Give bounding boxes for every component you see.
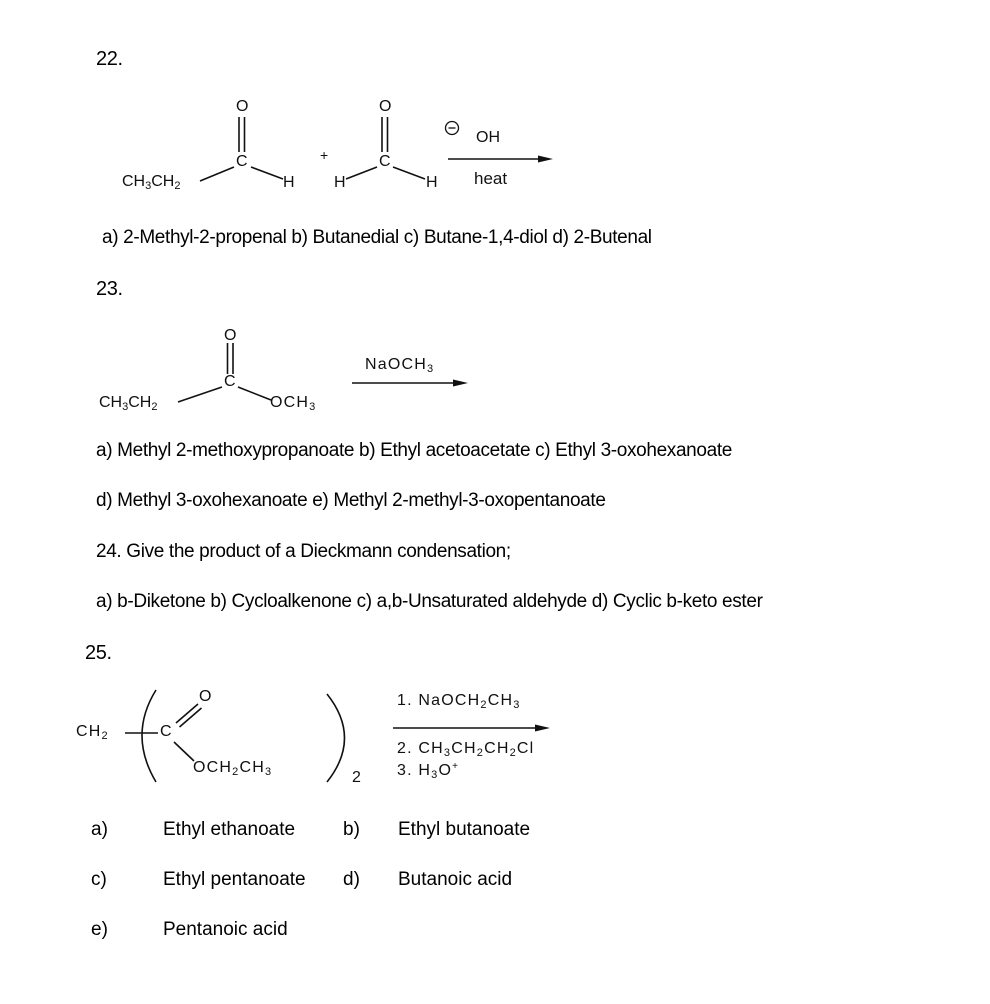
q22-plus-sign: + (320, 147, 329, 163)
question-22-options: a) 2-Methyl-2-propenal b) Butanedial c) Butane-1,4-diol d) 2-Butenal (102, 227, 652, 248)
q25-multiplier: 2 (352, 769, 361, 786)
q23-carbonyl-carbon: C (224, 373, 236, 390)
q22-r2-right-hydrogen: H (426, 174, 438, 191)
q25-option-b-label: b) (343, 819, 360, 840)
question-23-options-line-2: d) Methyl 3-oxohexanoate e) Methyl 2-methyl-3-oxopentanoate (96, 490, 606, 511)
q23-reaction-arrow (352, 380, 468, 387)
q22-r1-hydrogen: H (283, 174, 295, 191)
q25-carbonyl-oxygen: O (199, 688, 212, 705)
q25-option-e-text: Pentanoic acid (163, 919, 288, 940)
q25-option-a-text: Ethyl ethanoate (163, 819, 296, 840)
q25-step-2: 2. $CH_3CH_2CH_2Cl$ (397, 740, 535, 759)
q22-propanal-bonds (200, 117, 283, 181)
q25-carbonyl-carbon: C (160, 723, 172, 740)
q23-carbonyl-oxygen: O (224, 327, 237, 344)
q25-option-b-text: Ethyl butanoate (398, 819, 531, 840)
question-22-number: 22. (96, 48, 123, 70)
q25-reaction-arrow (393, 725, 550, 732)
q22-ethyl-group: $CH_3CH_2$ (122, 173, 181, 192)
q25-option-c-label: c) (91, 869, 107, 890)
q25-option-c-text: Ethyl pentanoate (163, 869, 306, 890)
q25-ethoxy-group: $OCH_2CH_3$ (193, 759, 273, 778)
question-24-prompt: 24. Give the product of a Dieckmann condensation; (96, 541, 511, 562)
q22-reagent-hydroxide: OH (476, 129, 500, 146)
q25-methylene-core: $CH_2$ (76, 723, 109, 742)
q25-step-3: 3. $H_3O^+$ (397, 761, 460, 781)
q23-reagent-sodium-methoxide: NaOCH$_3$ (365, 356, 435, 375)
q25-option-e-label: e) (91, 919, 108, 940)
question-23-options-line-1: a) Methyl 2-methoxypropanoate b) Ethyl acetoacetate c) Ethyl 3-oxohexanoate (96, 440, 732, 461)
question-25-number: 25. (85, 642, 112, 664)
q22-r2-left-hydrogen: H (334, 174, 346, 191)
q22-r2-carbonyl-carbon: C (379, 153, 391, 170)
q23-methoxy-group: $OCH_3$ (270, 394, 317, 413)
q22-r2-carbonyl-oxygen: O (379, 98, 392, 115)
q25-option-d-text: Butanoic acid (398, 869, 513, 890)
question-24-options: a) b-Diketone b) Cycloalkenone c) a,b-Unsaturated aldehyde d) Cyclic b-keto ester (96, 591, 763, 612)
q25-option-a-label: a) (91, 819, 108, 840)
q22-r1-carbonyl-oxygen: O (236, 98, 249, 115)
q23-ethyl-group: $CH_3CH_2$ (99, 394, 158, 413)
question-23-number: 23. (96, 278, 123, 300)
q22-reagent-heat: heat (474, 169, 508, 188)
q25-step-1: 1. $NaOCH_2CH_3$ (397, 692, 521, 711)
q25-option-d-label: d) (343, 869, 360, 890)
q22-r1-carbonyl-carbon: C (236, 153, 248, 170)
